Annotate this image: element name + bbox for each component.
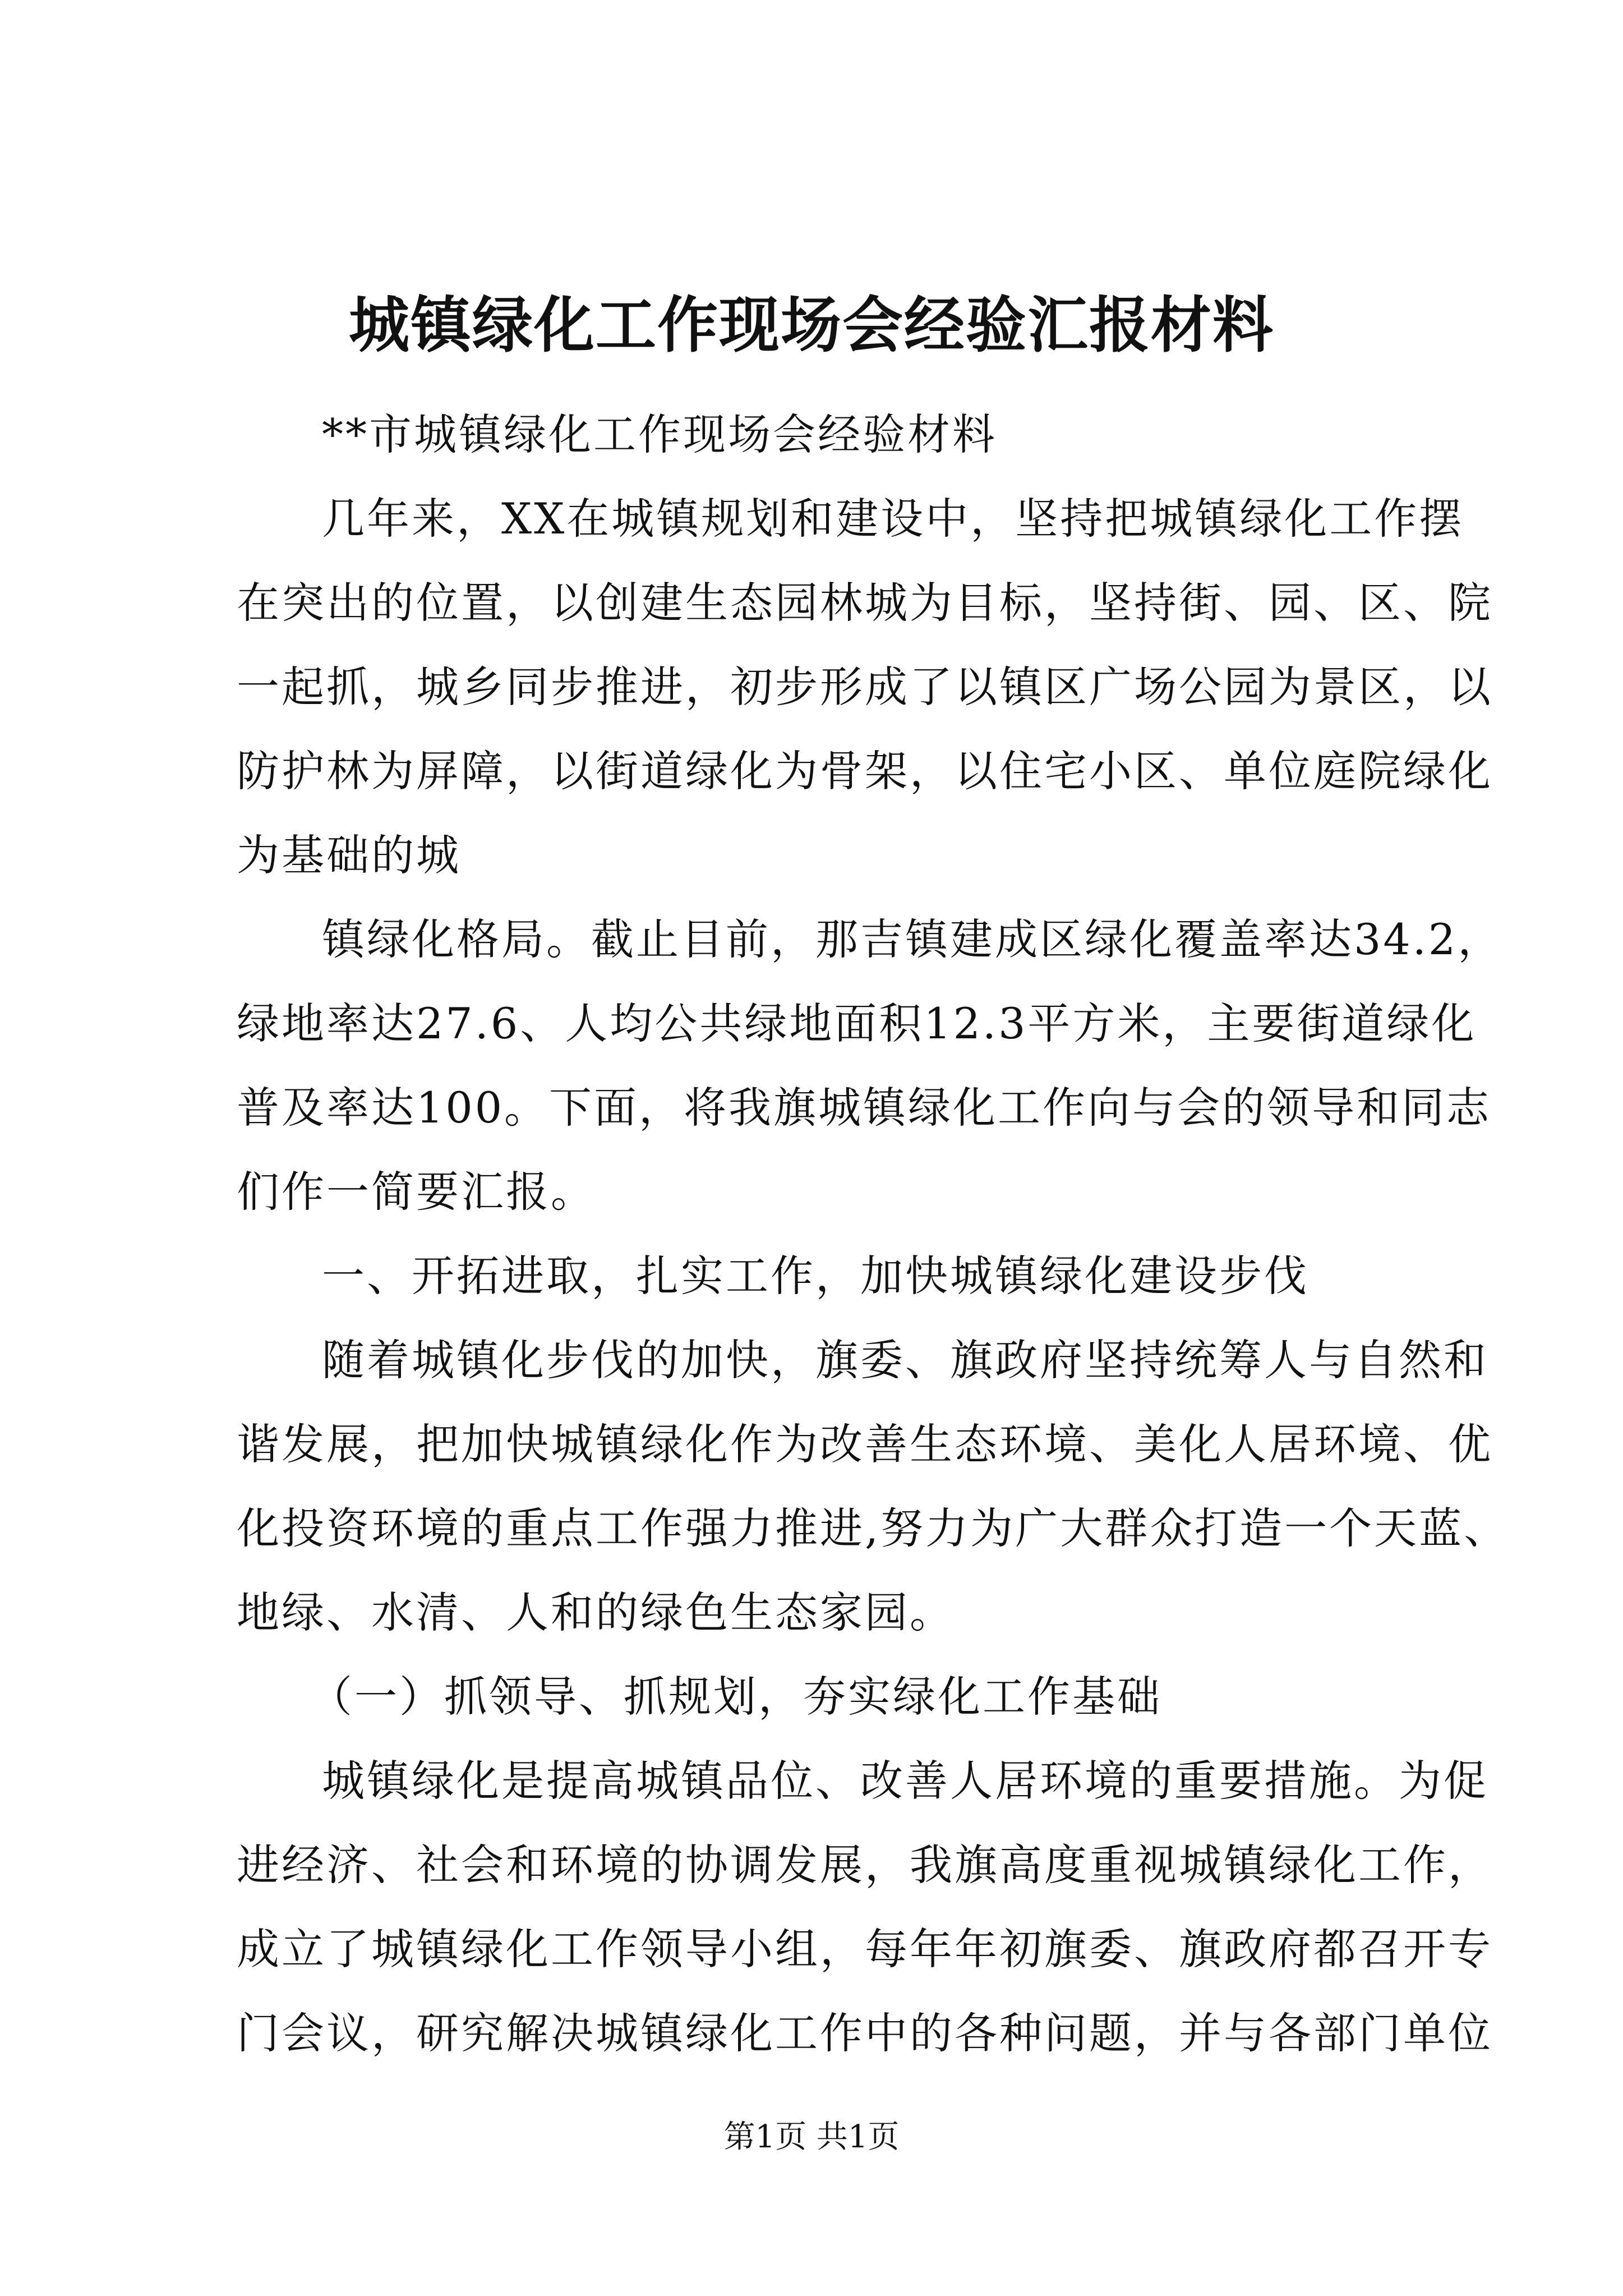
subtitle-line: **市城镇绿化工作现场会经验材料 <box>322 409 997 459</box>
document-body <box>237 393 1509 2076</box>
paragraph-line: 防护林为屏障，以街道绿化为骨架，以住宅小区、单位庭院绿化 <box>237 746 1493 796</box>
document-title: 城镇绿化工作现场会经验汇报材料 <box>348 290 1274 361</box>
paragraph-line: 为基础的城 <box>237 830 461 880</box>
paragraph-line: 镇绿化格局。截止目前，那吉镇建成区绿化覆盖率达34.2， <box>322 914 1503 964</box>
paragraph-line: 普及率达100。下面，将我旗城镇绿化工作向与会的领导和同志 <box>237 1083 1492 1133</box>
paragraph-line: 绿地率达27.6、人均公共绿地面积12.3平方米，主要街道绿化 <box>237 999 1477 1048</box>
paragraph-line: 门会议，研究解决城镇绿化工作中的各种问题，并与各部门单位 <box>237 2008 1493 2058</box>
paragraph-line: 地绿、水清、人和的绿色生态家园。 <box>237 1588 955 1637</box>
paragraph-line: 一起抓，城乡同步推进，初步形成了以镇区广场公园为景区，以 <box>237 662 1493 712</box>
paragraph-line: 谐发展，把加快城镇绿化作为改善生态环境、美化人居环境、优 <box>237 1419 1493 1469</box>
page-footer: 第1页 共1页 <box>723 2119 900 2155</box>
subsection-heading: （一）抓领导、抓规划，夯实绿化工作基础 <box>310 1672 1162 1722</box>
paragraph-line: 们作一简要汇报。 <box>237 1167 596 1217</box>
paragraph-line: 在突出的位置，以创建生态园林城为目标，坚持街、园、区、院 <box>237 578 1493 628</box>
paragraph-line: 化投资环境的重点工作强力推进,努力为广大群众打造一个天蓝、 <box>237 1503 1509 1553</box>
paragraph-line: 进经济、社会和环境的协调发展，我旗高度重视城镇绿化工作， <box>237 1840 1493 1890</box>
paragraph-line: 随着城镇化步伐的加快，旗委、旗政府坚持统筹人与自然和 <box>322 1335 1488 1385</box>
paragraph-line: 城镇绿化是提高城镇品位、改善人居环境的重要措施。为促 <box>322 1756 1488 1806</box>
paragraph-line: 几年来，XX在城镇规划和建设中，坚持把城镇绿化工作摆 <box>322 494 1464 544</box>
section-heading: 一、开拓进取，扎实工作，加快城镇绿化建设步伐 <box>322 1251 1309 1301</box>
paragraph-line: 成立了城镇绿化工作领导小组，每年年初旗委、旗政府都召开专 <box>237 1924 1493 1974</box>
